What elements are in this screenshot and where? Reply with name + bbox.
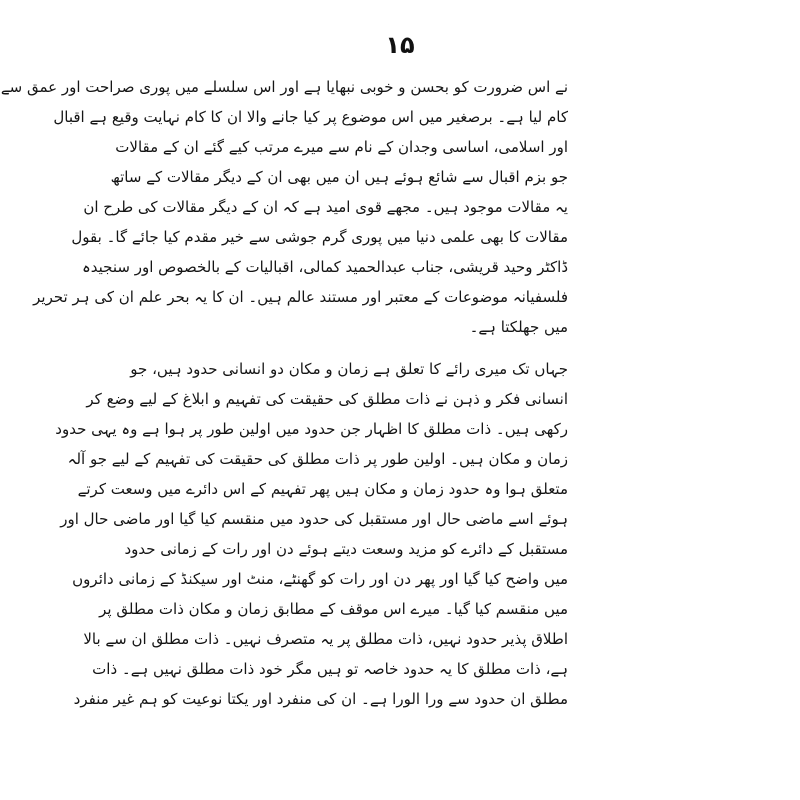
text-line: مطلق ان حدود سے ورا الورا ہے۔ ان کی منفرد اور یکتا نوعیت کو ہم غیر منفرد (73, 690, 568, 708)
text-line: مقالات کا بھی علمی دنیا میں پوری گرم جوشی سے خیر مقدم کیا جائے گا۔ بقول (71, 228, 568, 246)
text-line: زمان و مکان ہیں۔ اولین طور پر ذات مطلق کی حقیقت کی تفہیم کے لیے جو آلہ (67, 450, 568, 468)
text-line: ہوئے اسے ماضی حال اور مستقبل کی حدود میں منقسم کیا گیا اور ماضی حال اور (60, 510, 568, 528)
paragraph-2 (55, 354, 568, 714)
text-line: کام لیا ہے۔ برصغیر میں اس موضوع پر کیا جانے والا ان کا کام نہایت وقیع ہے اقبال (53, 108, 568, 126)
text-line: مستقبل کے دائرے کو مزید وسعت دیتے ہوئے دن اور رات کے زمانی حدود (124, 540, 568, 558)
text-line: میں منقسم کیا گیا۔ میرے اس موقف کے مطابق زمان و مکان ذات مطلق پر (99, 600, 568, 618)
page-body-text (0, 72, 568, 714)
text-line: میں واضح کیا گیا اور پھر دن اور رات کو گھنٹے، منٹ اور سیکنڈ کے زمانی دائروں (72, 570, 568, 588)
text-line: اور اسلامی، اساسی وجدان کے نام سے میرے مرتب کیے گئے ان کے مقالات (115, 138, 568, 156)
text-line: رکھی ہیں۔ ذات مطلق کا اظہار جن حدود میں اولین طور پر ہوا ہے وہ یہی حدود (55, 420, 568, 438)
text-line: جو بزم اقبال سے شائع ہوئے ہیں ان میں بھی ان کے دیگر مقالات کے ساتھ (110, 168, 568, 186)
text-line: اطلاق پذیر حدود نہیں، ذات مطلق پر یہ متصرف نہیں۔ ذات مطلق ان سے بالا (83, 630, 568, 648)
text-line: انسانی فکر و ذہن نے ذات مطلق کی حقیقت کی تفہیم و ابلاغ کے لیے وضع کر (86, 390, 568, 408)
text-line: میں جھلکتا ہے۔ (469, 318, 568, 336)
paragraph-1 (0, 72, 568, 342)
page-number: ۱۵ (385, 31, 415, 59)
text-line: ہے، ذات مطلق کا یہ حدود خاصہ تو ہیں مگر خود ذات مطلق نہیں ہے۔ ذات (92, 660, 568, 678)
text-line: فلسفیانہ موضوعات کے معتبر اور مستند عالم ہیں۔ ان کا یہ بحر علم ان کی ہر تحریر (33, 288, 568, 306)
text-line: متعلق ہوا وہ حدود زمان و مکان ہیں پھر تفہیم کے اس دائرے میں وسعت کرتے (77, 480, 568, 498)
text-line: جہاں تک میری رائے کا تعلق ہے زمان و مکان دو انسانی حدود ہیں، جو (130, 360, 568, 378)
text-line: یہ مقالات موجود ہیں۔ مجھے قوی امید ہے کہ ان کے دیگر مقالات کی طرح ان (83, 198, 568, 216)
text-line: نے اس ضرورت کو بحسن و خوبی نبھایا ہے اور اس سلسلے میں پوری صراحت اور عمق سے (0, 78, 568, 96)
text-line: ڈاکٹر وحید قریشی، جناب عبدالحمید کمالی، اقبالیات کے بالخصوص اور سنجیدہ (81, 258, 568, 276)
